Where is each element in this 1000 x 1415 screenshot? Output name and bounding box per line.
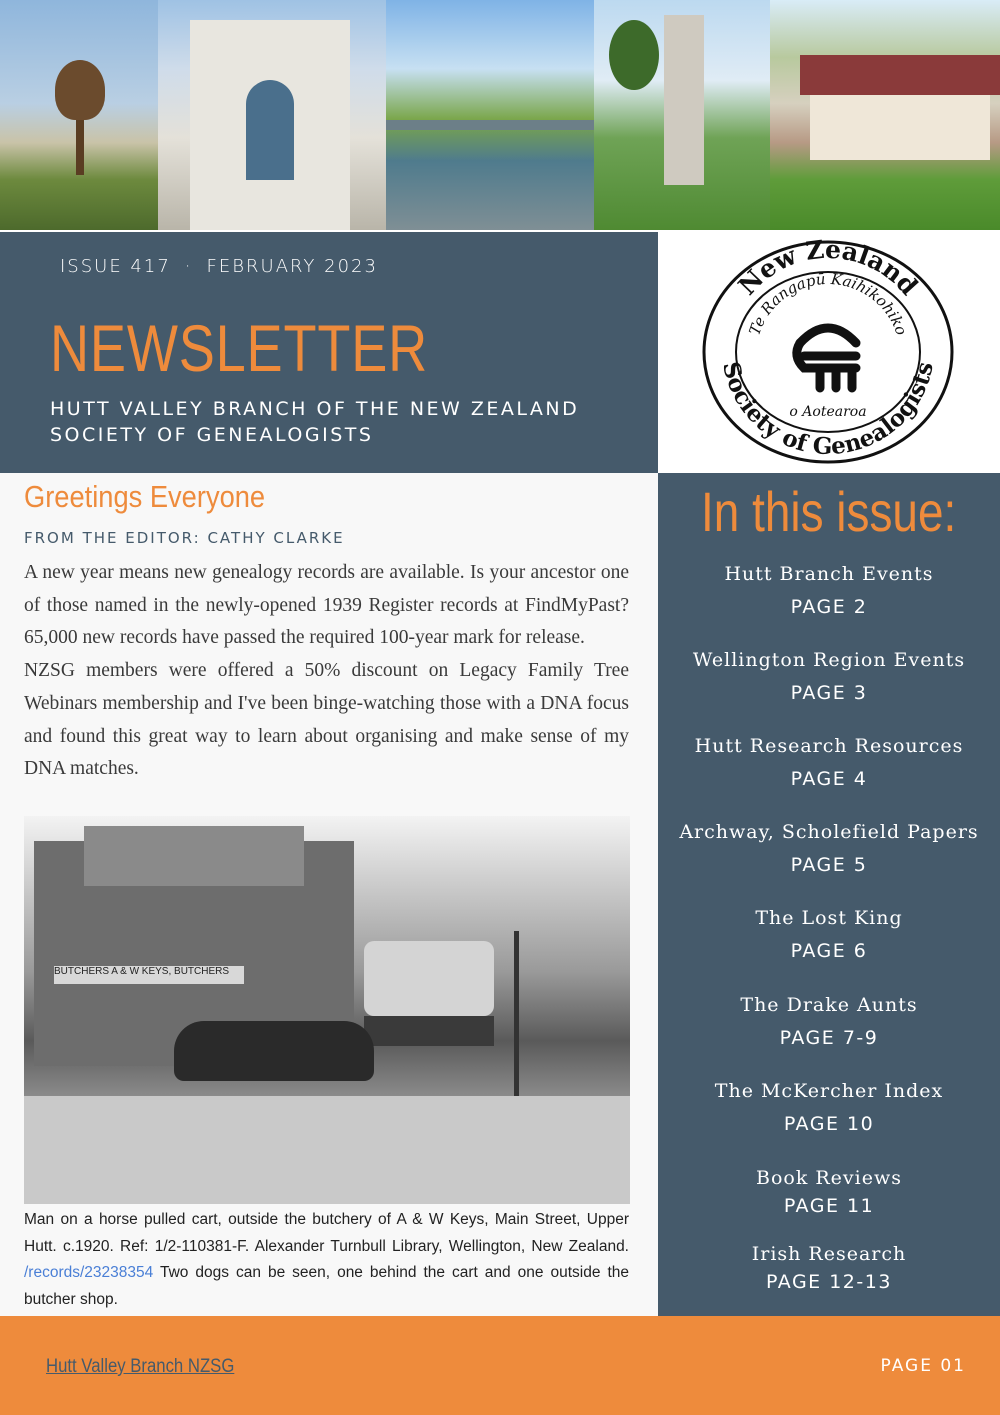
logo-top-text: New Zealand bbox=[732, 238, 924, 301]
issue-separator: · bbox=[184, 256, 193, 277]
issue-number: ISSUE 417 bbox=[60, 256, 171, 277]
photo-cart bbox=[364, 1016, 494, 1046]
toc-page: PAGE 4 bbox=[790, 768, 868, 790]
bridge-rail bbox=[386, 120, 594, 210]
photo-banner bbox=[0, 0, 1000, 230]
banner-photo-river-bridge bbox=[386, 0, 594, 230]
toc-item-wellington-region-events[interactable] bbox=[658, 649, 1000, 704]
toc-page: PAGE 5 bbox=[790, 854, 868, 876]
newsletter-title: NEWSLETTER bbox=[50, 311, 429, 385]
toc-title: Hutt Branch Events bbox=[724, 563, 934, 585]
toc-title: Book Reviews bbox=[755, 1167, 902, 1189]
toc-page: PAGE 6 bbox=[790, 940, 868, 962]
logo-maori-text: Te Rangapū Kaihikohiko bbox=[745, 269, 911, 338]
toc-item-mckercher-index[interactable] bbox=[658, 1080, 1000, 1135]
toc-title: Wellington Region Events bbox=[692, 649, 966, 671]
photo-road bbox=[24, 1096, 630, 1204]
caption-text-before: Man on a horse pulled cart, outside the butchery of A & W Keys, Main Street, Upper Hutt. c.1920. Ref: 1/2-110381-F. Alexander Turnbull Library, Wellington, New Zealand. bbox=[24, 1211, 629, 1255]
banner-photo-cottage bbox=[770, 0, 1000, 230]
banner-photo-monument bbox=[594, 0, 770, 230]
sculpture-stem bbox=[76, 115, 84, 175]
photo-telegraph-pole bbox=[514, 931, 519, 1101]
toc-item-drake-aunts[interactable] bbox=[658, 994, 1000, 1049]
toc-item-hutt-branch-events[interactable] bbox=[658, 563, 1000, 618]
article-paragraph-2: NZSG members were offered a 50% discount on Legacy Family Tree Webinars membership and I've been binge-watching those with a DNA focus and found this great way to learn about organising and make sense of my DNA matches. bbox=[24, 660, 629, 780]
footer-page-number: PAGE 01 bbox=[880, 1356, 966, 1376]
toc-title: The McKercher Index bbox=[714, 1080, 944, 1102]
toc-page: PAGE 12-13 bbox=[766, 1271, 892, 1293]
toc-item-irish-research[interactable] bbox=[658, 1243, 1000, 1293]
toc-item-hutt-research-resources[interactable] bbox=[658, 735, 1000, 790]
toc-title: Archway, Scholefield Papers bbox=[679, 821, 979, 843]
toc-title: Hutt Research Resources bbox=[694, 735, 964, 757]
editor-article bbox=[0, 473, 658, 1316]
contents-sidebar bbox=[658, 473, 1000, 1316]
toc-title: The Lost King bbox=[755, 907, 903, 929]
newsletter-subtitle: HUTT VALLEY BRANCH OF THE NEW ZEALAND SOCIETY OF GENEALOGISTS bbox=[50, 398, 580, 446]
cottage-house bbox=[810, 95, 990, 160]
toc-item-archway-scholefield[interactable] bbox=[658, 821, 1000, 876]
toc-page: PAGE 2 bbox=[790, 596, 868, 618]
article-heading: Greetings Everyone bbox=[24, 479, 266, 514]
toc-page: PAGE 10 bbox=[783, 1113, 875, 1135]
photo-building-upper bbox=[84, 826, 304, 886]
logo-panel bbox=[662, 232, 1000, 473]
logo-bottom-text: Society of Genealogists bbox=[717, 359, 939, 461]
caption-text-after: Two dogs can be seen, one behind the cart and one outside the butcher shop. bbox=[24, 1264, 629, 1308]
memorial-arch-window bbox=[246, 80, 294, 180]
logo-aotearoa-text: o Aotearoa bbox=[789, 404, 867, 420]
page-footer bbox=[0, 1316, 1000, 1415]
toc-page: PAGE 3 bbox=[790, 682, 868, 704]
article-body bbox=[24, 557, 629, 786]
article-byline: FROM THE EDITOR: CATHY CLARKE bbox=[24, 529, 345, 547]
toc-title: Irish Research bbox=[751, 1243, 907, 1265]
article-paragraph-1: A new year means new genealogy records are available. Is your ancestor one of those named in the newly-opened 1939 Register records at FindMyPast? 65,000 new records have passed the required 100-year mark for release. bbox=[24, 562, 629, 649]
palm-tree bbox=[609, 20, 659, 90]
historic-photo-butchery bbox=[24, 816, 630, 1204]
nzsg-logo bbox=[700, 238, 956, 466]
photo-wool-bales bbox=[364, 941, 494, 1016]
masthead bbox=[0, 232, 658, 473]
toc-title: The Drake Aunts bbox=[740, 994, 918, 1016]
cottage-roof bbox=[800, 55, 1000, 95]
photo-caption bbox=[24, 1207, 629, 1313]
photo-horses bbox=[174, 1021, 374, 1081]
photo-shop-sign: BUTCHERS A & W KEYS, BUTCHERS bbox=[54, 966, 244, 984]
toc-page: PAGE 7-9 bbox=[779, 1027, 879, 1049]
toc-item-book-reviews[interactable] bbox=[658, 1167, 1000, 1217]
toc-page: PAGE 11 bbox=[783, 1195, 875, 1217]
banner-photo-bird-sculpture bbox=[0, 0, 158, 230]
caption-record-link[interactable]: /records/23238354 bbox=[24, 1264, 154, 1281]
monument-obelisk bbox=[664, 15, 704, 185]
banner-photo-memorial-building bbox=[158, 0, 386, 230]
toc-item-lost-king[interactable] bbox=[658, 907, 1000, 962]
contents-heading: In this issue: bbox=[701, 480, 957, 543]
issue-line bbox=[60, 256, 378, 277]
sculpture-bird bbox=[55, 60, 105, 120]
issue-date: FEBRUARY 2023 bbox=[206, 256, 378, 277]
footer-branch-link[interactable]: Hutt Valley Branch NZSG bbox=[46, 1356, 235, 1377]
